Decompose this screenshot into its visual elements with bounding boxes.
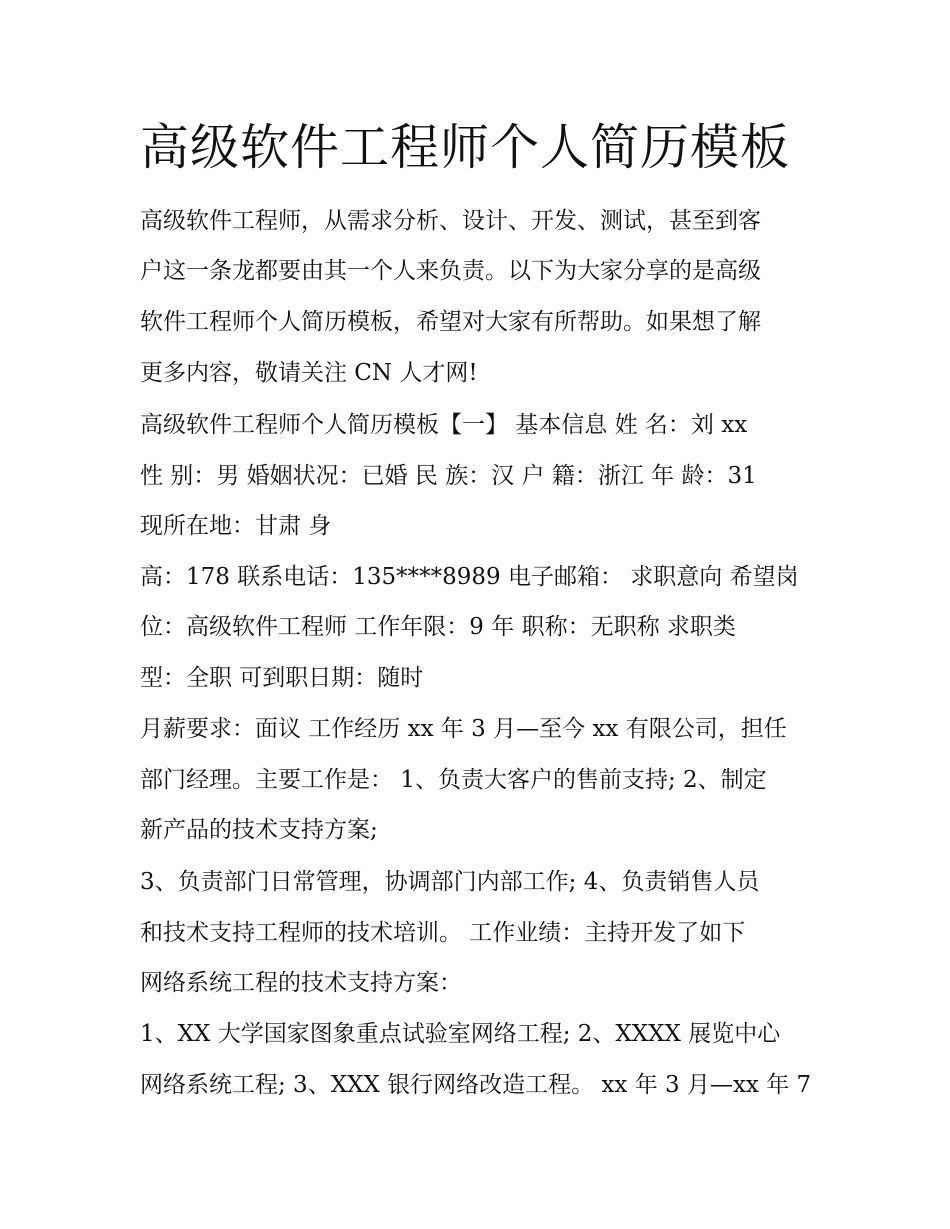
- text-line-2: 户这一条龙都要由其一个人来负责。以下为大家分享的是高级: [140, 258, 761, 284]
- text-line-15: 和技术支持工程师的技术培训。 工作业绩：主持开发了如下: [140, 920, 746, 946]
- text-line-14: 3、负责部门日常管理，协调部门内部工作; 4、负责销售人员: [140, 869, 760, 895]
- text-line-18: 网络系统工程; 3、XXX 银行网络改造工程。 xx 年 3 月—xx 年 7: [140, 1072, 812, 1098]
- text-line-4: 更多内容，敬请关注 CN 人才网!: [140, 360, 478, 386]
- text-line-11: 月薪要求：面议 工作经历 xx 年 3 月—至今 xx 有限公司，担任: [140, 716, 787, 742]
- text-line-9: 位：高级软件工程师 工作年限：9 年 职称：无职称 求职类: [140, 614, 736, 640]
- text-line-7: 现所在地：甘肃 身: [140, 513, 332, 539]
- text-line-12: 部门经理。主要工作是： 1、负责大客户的售前支持; 2、制定: [140, 767, 767, 793]
- document-title: 高级软件工程师个人简历模板: [140, 119, 791, 176]
- text-line-6: 性 别：男 婚姻状况：已婚 民 族：汉 户 籍：浙江 年 龄：31: [140, 463, 757, 489]
- text-line-16: 网络系统工程的技术支持方案：: [140, 970, 462, 996]
- text-line-3: 软件工程师个人简历模板，希望对大家有所帮助。如果想了解: [140, 309, 761, 335]
- text-line-10: 型：全职 可到职日期：随时: [140, 665, 424, 691]
- text-line-13: 新产品的技术支持方案;: [140, 817, 378, 843]
- text-line-8: 高：178 联系电话：135****8989 电子邮箱： 求职意向 希望岗: [140, 564, 799, 590]
- text-line-1: 高级软件工程师，从需求分析、设计、开发、测试，甚至到客: [140, 208, 761, 234]
- text-line-17: 1、XX 大学国家图象重点试验室网络工程; 2、XXXX 展览中心: [140, 1021, 781, 1047]
- text-line-5: 高级软件工程师个人简历模板【一】 基本信息 姓 名：刘 xx: [140, 412, 748, 438]
